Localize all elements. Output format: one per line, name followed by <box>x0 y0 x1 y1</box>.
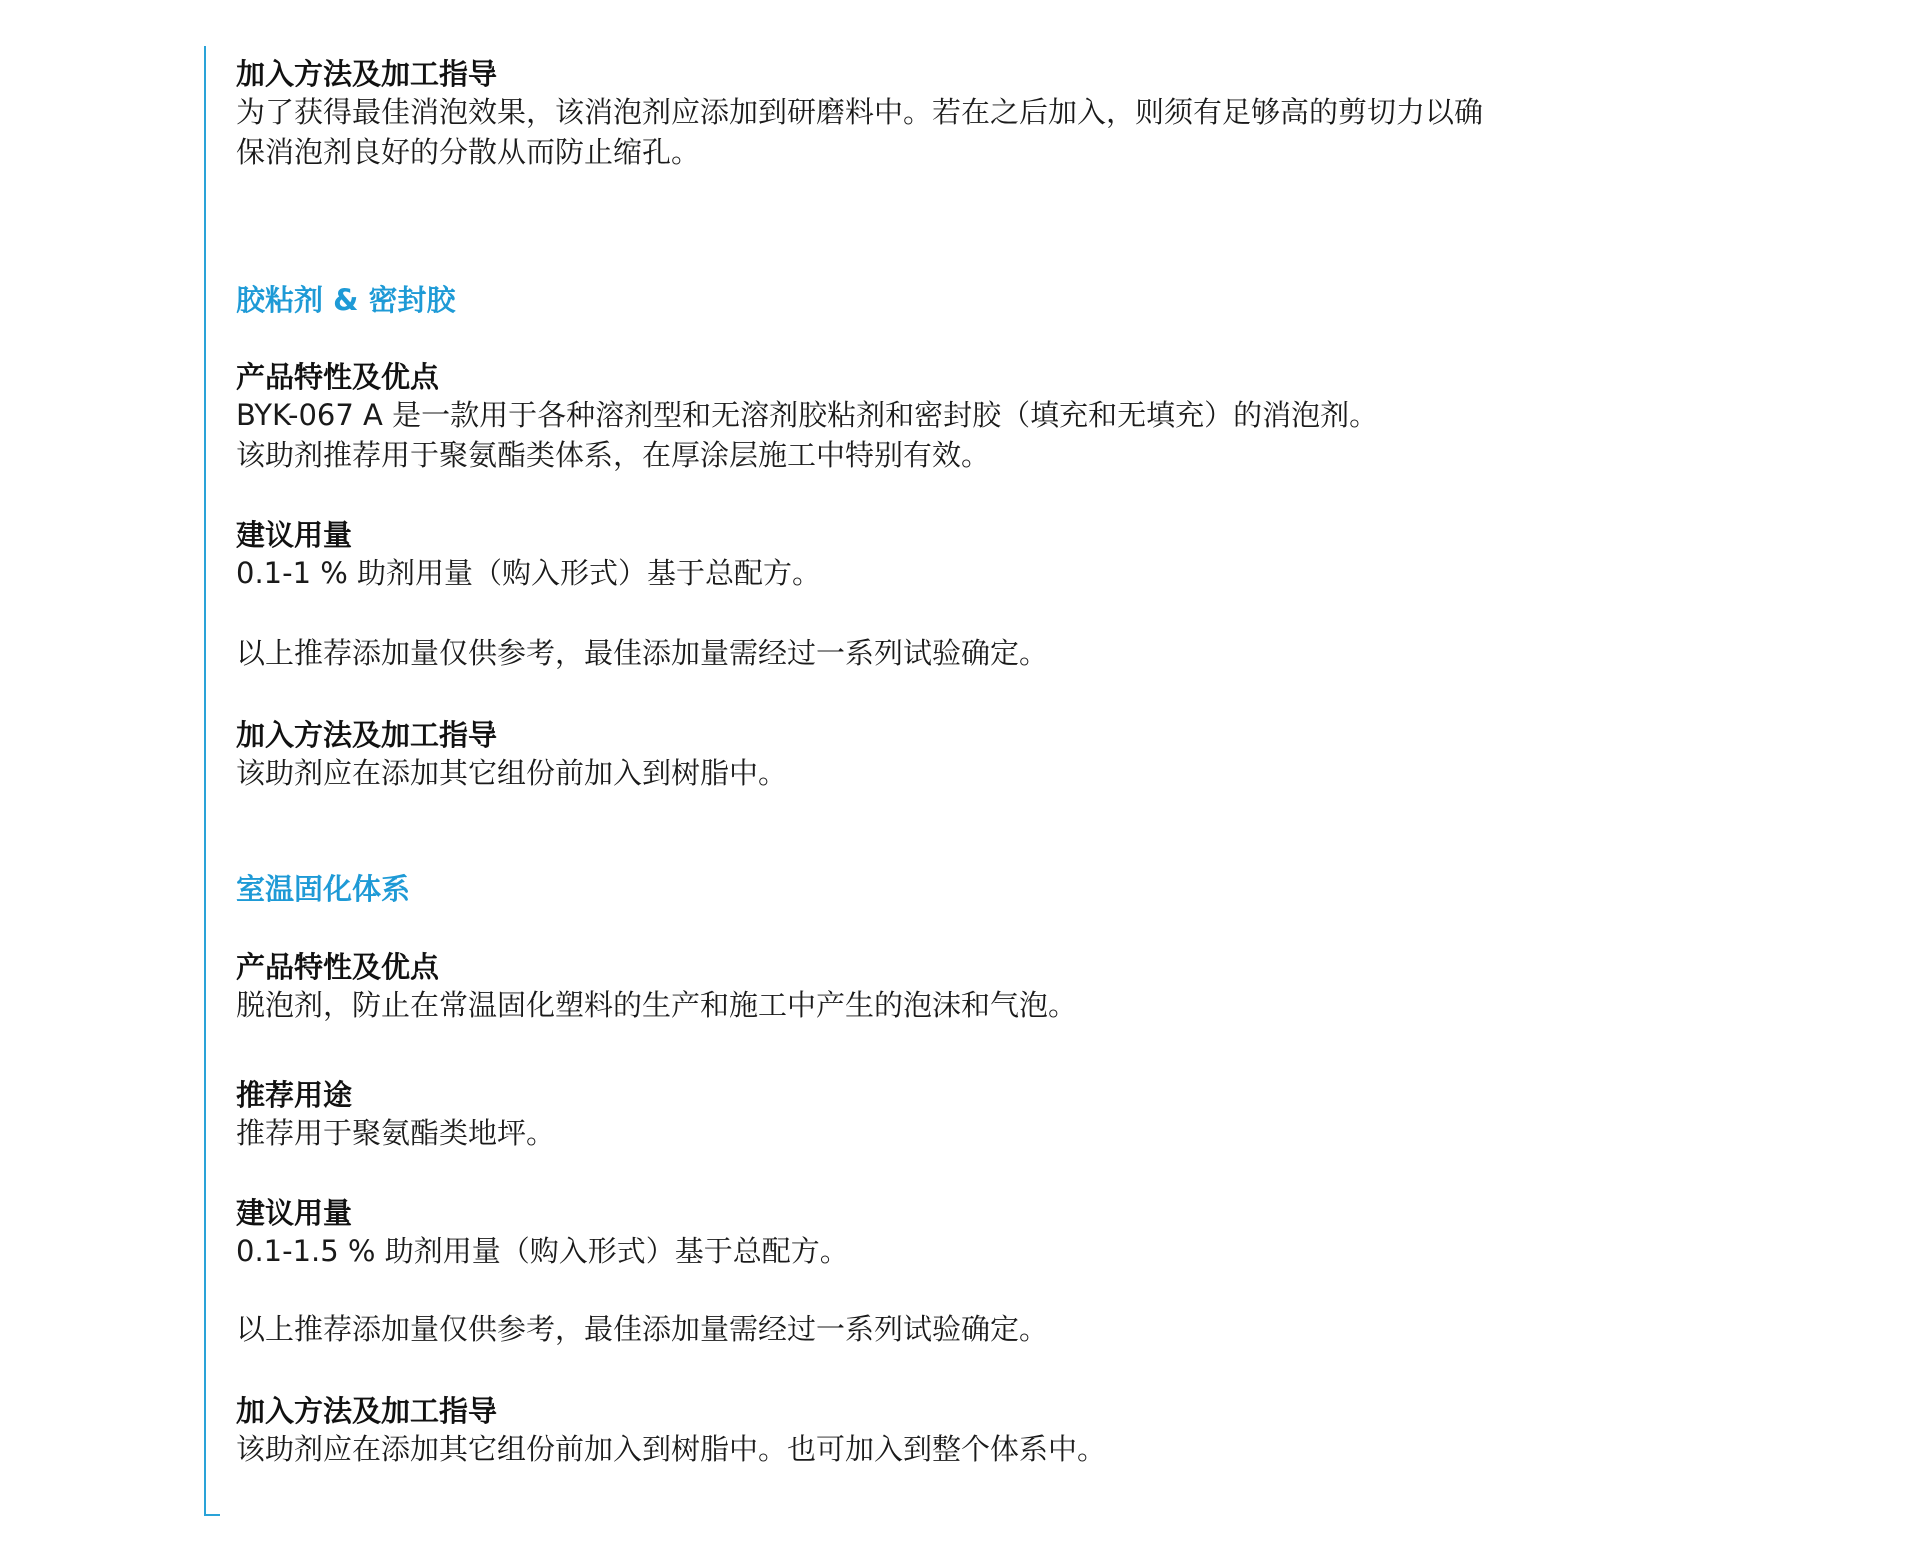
rtc-features-text: 脱泡剂，防止在常温固化塑料的生产和施工中产生的泡沫和气泡。 <box>236 988 1078 1022</box>
left-margin-rule-foot <box>204 1514 220 1516</box>
adhesives-dosage-note: 以上推荐添加量仅供参考，最佳添加量需经过一系列试验确定。 <box>236 636 1049 670</box>
intro-method-heading: 加入方法及加工指导 <box>236 57 498 91</box>
adhesives-dosage-text: 0.1-1 % 助剂用量（购入形式）基于总配方。 <box>236 556 822 590</box>
rtc-method-text: 该助剂应在添加其它组份前加入到树脂中。也可加入到整个体系中。 <box>236 1432 1107 1466</box>
intro-method-line1: 为了获得最佳消泡效果，该消泡剂应添加到研磨料中。若在之后加入，则须有足够高的剪切力以确 <box>236 95 1484 129</box>
rtc-dosage-heading: 建议用量 <box>236 1196 353 1230</box>
rtc-method-heading: 加入方法及加工指导 <box>236 1394 498 1428</box>
rtc-features-heading: 产品特性及优点 <box>236 950 440 984</box>
rtc-use-text: 推荐用于聚氨酯类地坪。 <box>236 1116 556 1150</box>
adhesives-method-text: 该助剂应在添加其它组份前加入到树脂中。 <box>236 756 788 790</box>
adhesives-features-line2: 该助剂推荐用于聚氨酯类体系，在厚涂层施工中特别有效。 <box>236 438 991 472</box>
intro-method-line2: 保消泡剂良好的分散从而防止缩孔。 <box>236 135 701 169</box>
section-title-adhesives: 胶粘剂 & 密封胶 <box>236 283 456 317</box>
rtc-use-heading: 推荐用途 <box>236 1078 353 1112</box>
adhesives-method-heading: 加入方法及加工指导 <box>236 718 498 752</box>
section-title-rtc: 室温固化体系 <box>236 872 411 906</box>
adhesives-features-line1: BYK-067 A 是一款用于各种溶剂型和无溶剂胶粘剂和密封胶（填充和无填充）的消泡剂。 <box>236 398 1379 432</box>
rtc-dosage-text: 0.1-1.5 % 助剂用量（购入形式）基于总配方。 <box>236 1234 849 1268</box>
rtc-dosage-note: 以上推荐添加量仅供参考，最佳添加量需经过一系列试验确定。 <box>236 1312 1049 1346</box>
document-body <box>236 56 1656 1469</box>
left-margin-rule <box>204 46 206 1516</box>
adhesives-dosage-heading: 建议用量 <box>236 518 353 552</box>
adhesives-features-heading: 产品特性及优点 <box>236 360 440 394</box>
